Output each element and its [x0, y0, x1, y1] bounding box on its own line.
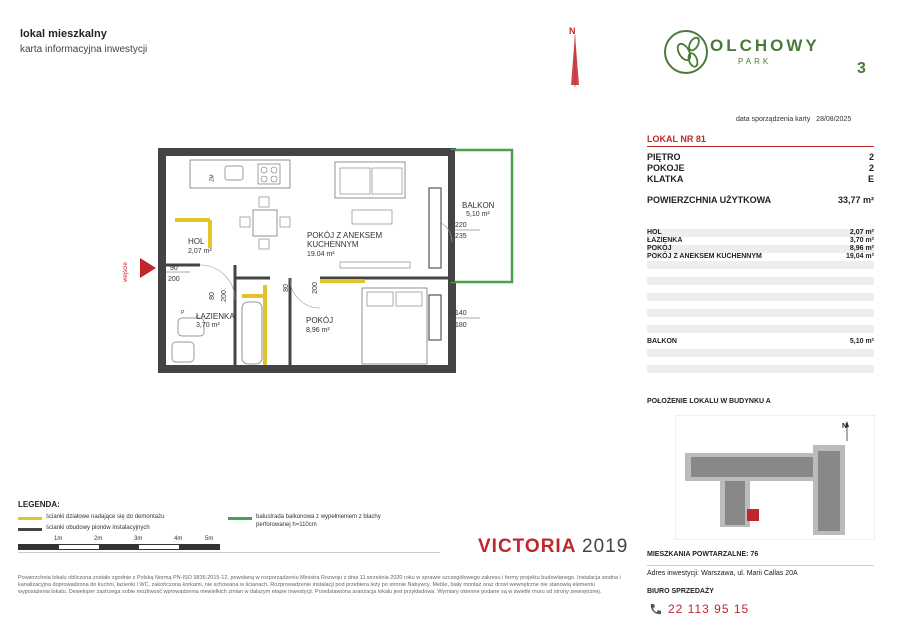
plan-wejscie: wejście	[122, 262, 129, 282]
plan-p: P	[181, 310, 185, 316]
row-pietro: PIĘTRO 2	[647, 152, 874, 162]
plan-balkon: BALKON	[462, 201, 495, 210]
date-line	[736, 116, 851, 123]
row-room: POKÓJ 8,96 m²	[647, 245, 874, 252]
floor-plan	[130, 140, 530, 380]
dim-180: 180	[455, 322, 467, 329]
dim-140: 140	[455, 310, 467, 317]
plan-pokoj-area: 8,96 m²	[306, 327, 330, 334]
plan-pokoj: POKÓJ	[306, 316, 334, 325]
scale-tick: 1m	[54, 536, 63, 542]
legend-item2: ścianki obudowy pionów instalacyjnych	[46, 525, 150, 531]
plan-salon-area: 19.04 m²	[307, 251, 335, 258]
repeat-count: MIESZKANIA POWTARZALNE: 76	[647, 551, 759, 558]
scale-tick: 4m	[174, 536, 183, 542]
map-north: N	[842, 423, 848, 430]
compass-letter: N	[569, 26, 576, 36]
row-room: ŁAZIENKA 3,70 m²	[647, 237, 874, 244]
plan-zm: ZM	[209, 174, 216, 182]
dim-200a: 200	[168, 276, 180, 283]
location-title: POŁOŻENIE LOKALU W BUDYNKU A	[647, 398, 771, 405]
row-powierzchnia: POWIERZCHNIA UŻYTKOWA 33,77 m²	[647, 195, 874, 205]
row-balkon: BALKON 5,10 m²	[647, 338, 874, 345]
row-klatka: KLATKA E	[647, 174, 874, 184]
address: Adres inwestycji: Warszawa, ul. Marii Callas 20A	[647, 570, 798, 577]
victoria-logo: VICTORIA 2019	[478, 536, 629, 557]
header-subtitle: karta informacyjna inwestycji	[20, 44, 148, 55]
footnote: Powierzchnia lokalu obliczona zostało zgodnie z Polską Normą PN-ISO 9836:2015-12, powołaną w rozporządzeniu Ministra Rozwoju z dnia 11 września 2020 roku w sprawie szczegółowego zakresu i formy projektu budowlanego. Instalacja wodna i kanalizacyjna doprowadzona do kuchni, łazienki i WC, zakończona korkami, nie schowana w ścianach. Rozprowadzenie instalacji pod przebiera leży po stronie Nabywcy. Meble, biały montaż oraz drzwi wewnętrzne nie stanowią elementu wyposażenia lokalu. Deweloper zastrzega sobie możliwość wprowadzenia niewielkich zmian w dalszym etapie inwestycji. Przedstawiona aranżacja lokalu jest przykładowa. Wymiary okienne podane są w świetle muru od strony zewnętrznej.	[18, 575, 621, 595]
scale-bar	[18, 544, 220, 550]
legend-swatch-yellow	[18, 517, 42, 520]
divider	[647, 146, 874, 147]
dim-200b: 200	[220, 290, 228, 302]
legend-item1: ścianki działowe nadające się do demontażu	[46, 514, 165, 520]
plan-hol: HOL	[188, 237, 205, 246]
scale-tick: 2m	[94, 536, 103, 542]
row-room: HOL 2,07 m²	[647, 229, 874, 236]
phone-number[interactable]: 22 113 95 15	[668, 602, 750, 616]
date-label: data sporządzenia karty	[736, 116, 811, 123]
brand-sub: PARK	[738, 57, 772, 66]
biuro-label: BIURO SPRZEDAŻY	[647, 588, 714, 595]
plan-balkon-area: 5,10 m²	[466, 211, 490, 218]
legend-swatch-green	[228, 517, 252, 520]
plan-laz-area: 3,70 m²	[196, 322, 220, 329]
olchowy-logo-icon	[662, 22, 710, 78]
legend-item3: balustrada balkonowa z wypełnieniem z blachy	[256, 514, 381, 520]
scale-tick: 5m	[205, 536, 214, 542]
legend-item3b: perforowanej h=110cm	[256, 522, 317, 528]
date-value: 28/08/2025	[816, 116, 852, 123]
scale-tick: 3m	[134, 536, 143, 542]
brand-number: 3	[857, 60, 866, 77]
row-room: POKÓJ Z ANEKSEM KUCHENNYM 19,04 m²	[647, 253, 874, 260]
legend-title: LEGENDA:	[18, 500, 60, 509]
dim-90: 90	[170, 265, 178, 272]
lokal-number: LOKAL NR 81	[647, 134, 706, 144]
dim-200c: 200	[311, 282, 319, 294]
plan-hol-area: 2,07 m²	[188, 248, 212, 255]
plan-salon: POKÓJ Z ANEKSEM	[307, 231, 383, 240]
dim-80b: 80	[282, 284, 290, 292]
dim-235: 235	[455, 233, 467, 240]
plan-laz: ŁAZIENKA	[196, 312, 235, 321]
row-pokoje: POKOJE 2	[647, 163, 874, 173]
phone-icon	[648, 603, 662, 617]
legend-swatch-dark	[18, 528, 42, 531]
header-title: lokal mieszkalny	[20, 28, 107, 40]
brand-name: OLCHOWY	[710, 36, 820, 55]
dim-80a: 80	[208, 292, 216, 300]
dim-220: 220	[455, 222, 467, 229]
plan-salon2: KUCHENNYM	[307, 240, 359, 249]
building-location-map	[675, 415, 875, 540]
